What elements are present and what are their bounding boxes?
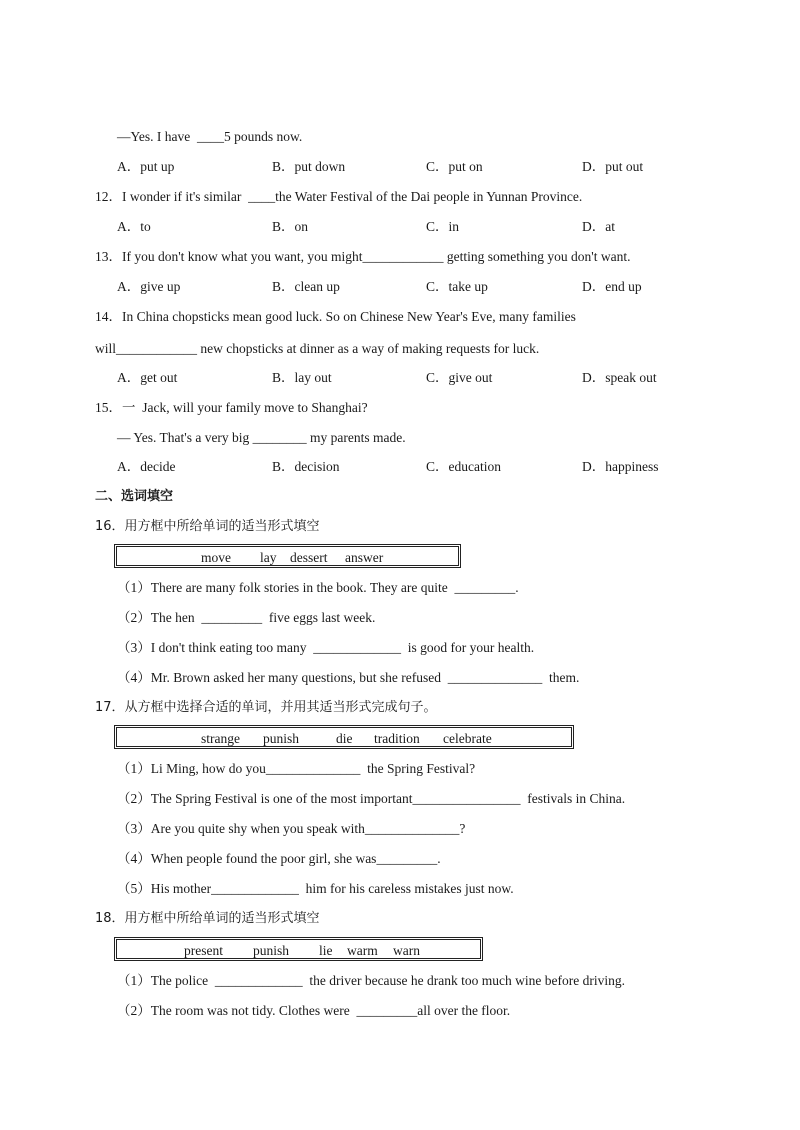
q14-option-d: D．speak out (582, 370, 657, 385)
word-box-17-word: tradition (374, 731, 420, 746)
q12-option-b: B．on (272, 219, 309, 234)
q16-item-3: （3）I don't think eating too many _____________ is good for your health. (117, 640, 535, 655)
q12-option-c: C．in (426, 219, 460, 234)
question-15-line-2: — Yes. That's a very big ________ my parents made. (117, 430, 406, 445)
q13-option-b: B．clean up (272, 279, 340, 294)
q13-option-a: A．give up (117, 279, 181, 294)
q17-item-3: （3）Are you quite shy when you speak with______________? (117, 821, 466, 836)
q11-option-d: D．put out (582, 159, 644, 174)
q11-option-c: C．put on (426, 159, 483, 174)
question-14-line-2: will____________ new chopsticks at dinner as a way of making requests for luck. (95, 341, 540, 356)
word-box-17-word: celebrate (443, 731, 492, 746)
question-16-title: 16．用方框中所给单词的适当形式填空 (95, 519, 320, 534)
question-11-answer-line: —Yes. I have ____5 pounds now. (117, 129, 303, 144)
q16-item-4: （4）Mr. Brown asked her many questions, but she refused ______________ them. (117, 670, 580, 685)
section-heading: 二、选词填空 (95, 489, 174, 504)
q18-item-2: （2）The room was not tidy. Clothes were _________all over the floor. (117, 1003, 511, 1018)
word-box-18-word: punish (253, 943, 290, 958)
word-box-18-word: lie (319, 943, 333, 958)
word-box-16-word: move (201, 550, 231, 565)
q17-item-1: （1）Li Ming, how do you______________ the Spring Festival? (117, 761, 476, 776)
q13-option-c: C．take up (426, 279, 488, 294)
q14-option-b: B．lay out (272, 370, 332, 385)
word-box-17-word: die (336, 731, 353, 746)
word-box-18 (114, 937, 483, 961)
q14-option-c: C．give out (426, 370, 493, 385)
q13-option-d: D．end up (582, 279, 642, 294)
q17-item-4: （4）When people found the poor girl, she was_________. (117, 851, 441, 866)
q16-item-1: （1）There are many folk stories in the book. They are quite _________. (117, 580, 519, 595)
q12-option-a: A．to (117, 219, 151, 234)
q15-option-d: D．happiness (582, 459, 659, 474)
word-box-16-word: dessert (290, 550, 328, 565)
question-18-title: 18．用方框中所给单词的适当形式填空 (95, 911, 320, 926)
word-box-18-word: present (184, 943, 223, 958)
word-box-18-word: warn (393, 943, 420, 958)
q15-option-c: C．education (426, 459, 501, 474)
q11-option-a: A．put up (117, 159, 175, 174)
q11-option-b: B．put down (272, 159, 346, 174)
question-12: 12．I wonder if it's similar ____the Water Festival of the Dai people in Yunnan Province. (95, 189, 583, 204)
word-box-18-word: warm (347, 943, 378, 958)
q15-option-a: A．decide (117, 459, 176, 474)
word-box-17-word: punish (263, 731, 300, 746)
question-15-line-1: 15．一 Jack, will your family move to Shanghai? (95, 400, 368, 415)
word-box-16-word: lay (260, 550, 277, 565)
q14-option-a: A．get out (117, 370, 178, 385)
question-17-title: 17．从方框中选择合适的单词，并用其适当形式完成句子。 (95, 700, 437, 715)
word-box-17-word: strange (201, 731, 240, 746)
question-13: 13．If you don't know what you want, you might____________ getting something you don't want. (95, 249, 631, 264)
q12-option-d: D．at (582, 219, 615, 234)
word-box-16 (114, 544, 461, 568)
q15-option-b: B．decision (272, 459, 340, 474)
word-box-17 (114, 725, 574, 749)
q17-item-2: （2）The Spring Festival is one of the most important________________ festivals in China. (117, 791, 626, 806)
question-14-line-1: 14．In China chopsticks mean good luck. So on Chinese New Year's Eve, many families (95, 309, 576, 324)
q17-item-5: （5）His mother_____________ him for his careless mistakes just now. (117, 881, 514, 896)
q16-item-2: （2）The hen _________ five eggs last week. (117, 610, 376, 625)
word-box-16-word: answer (345, 550, 384, 565)
q18-item-1: （1）The police _____________ the driver because he drank too much wine before driving. (117, 973, 625, 988)
